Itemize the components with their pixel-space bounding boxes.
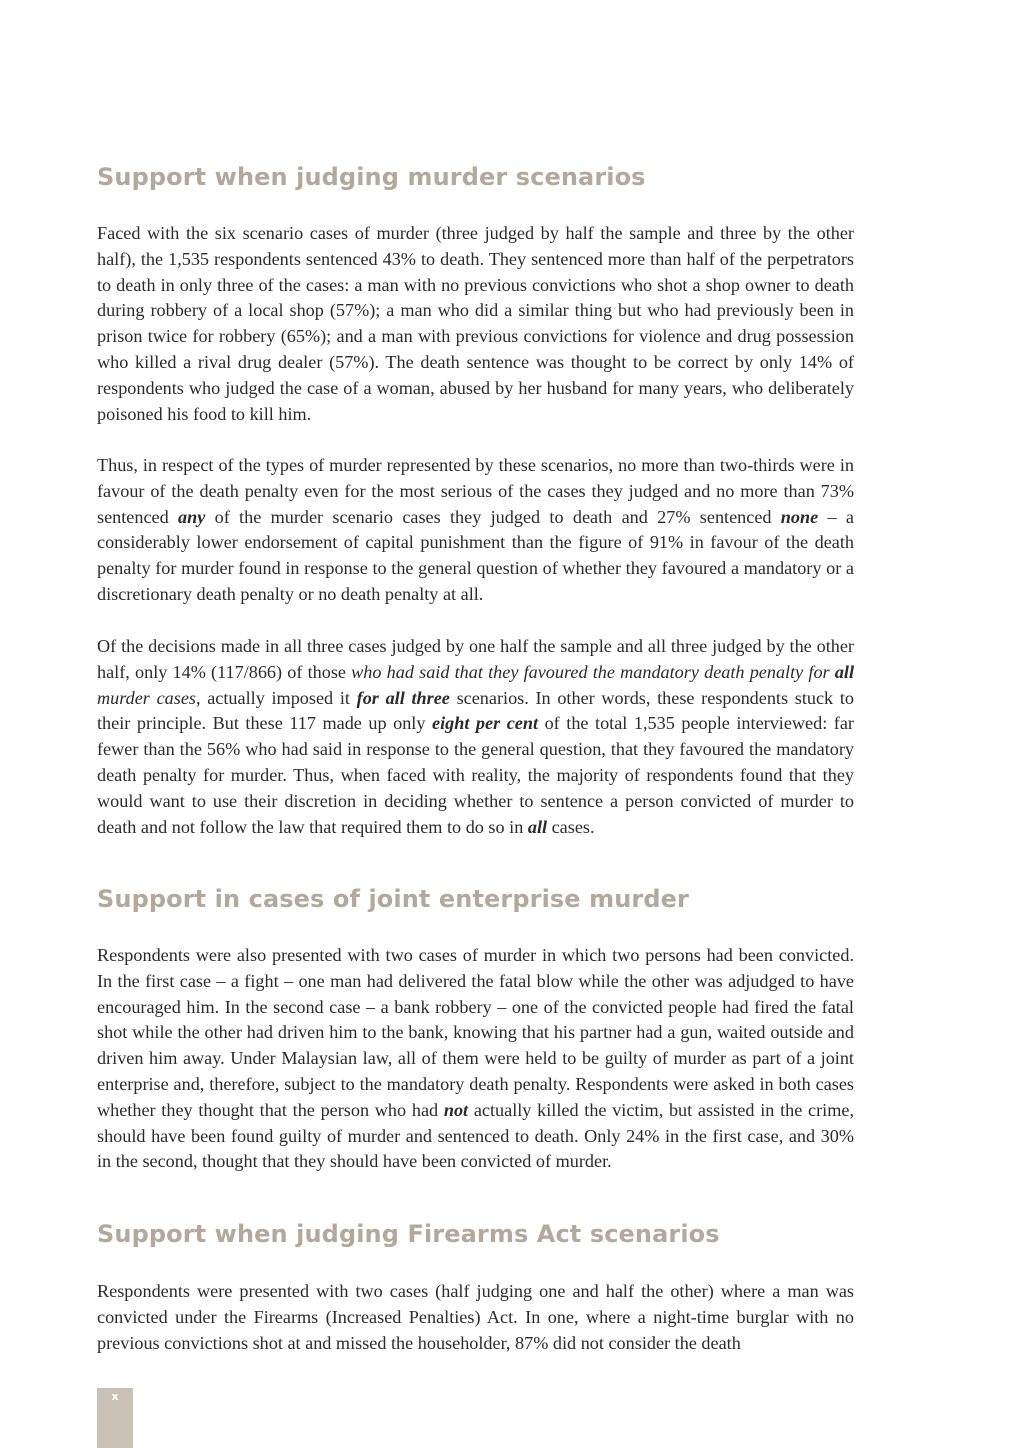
text-run: Of the decisions made in all three cases judged by one half the sample and all three judged by the other half, only 14% (117/866) of those bbox=[97, 636, 854, 682]
text-run: cases. bbox=[547, 816, 595, 837]
text-run: Faced with the six scenario cases of murder (three judged by half the sample and three by the other half), the 1,535 respondents sentenced 43% to death. They sentenced more than half of the perpetrators to death in only three of the cases: a man with no previous convictions who shot a shop owner to death during robbery of a local shop (57%); a man who did a similar thing but who had previously been in prison twice for robbery (65%); and a man with previous convictions for violence and drug possession who killed a rival drug dealer (57%). The death sentence was thought to be correct by only 14% of respondents who judged the case of a woman, abused by her husband for many years, who deliberately poisoned his food to kill him. bbox=[97, 223, 854, 424]
body-paragraph bbox=[97, 634, 854, 840]
body-paragraph bbox=[97, 1279, 854, 1356]
text-run: none bbox=[780, 506, 819, 527]
section-heading: Support in cases of joint enterprise murder bbox=[97, 885, 689, 913]
text-run: – a considerably lower endorsement of capital punishment than the figure of 91% in favour of the death penalty for murder found in response to the general question of whether they favoured a mandatory or a discretionary death penalty or no death penalty at all. bbox=[97, 506, 854, 604]
text-run: eight per cent bbox=[432, 713, 539, 734]
text-run: Respondents were also presented with two cases of murder in which two persons had been convicted. In the first case – a fight – one man had delivered the fatal blow while the other was adjudged to have encouraged him. In the second case – a bank robbery – one of the convicted people had fired the fatal shot while the other had driven him to the bank, knowing that his partner had a gun, waited outside and driven him away. Under Malaysian law, all of them were held to be guilty of murder as part of a joint enterprise and, therefore, subject to the mandatory death penalty. Respondents were asked in both cases whether they thought that the person who had bbox=[97, 945, 854, 1120]
text-run: all bbox=[834, 661, 855, 682]
section-heading: Support when judging murder scenarios bbox=[97, 163, 646, 191]
text-run: murder cases bbox=[97, 687, 196, 708]
page-number-tab bbox=[97, 1388, 133, 1448]
text-run: Thus, in respect of the types of murder represented by these scenarios, no more than two-thirds were in favour of the death penalty even for the most serious of the cases they judged and no more than 73% sentenced bbox=[97, 455, 854, 527]
text-run: of the total 1,535 people interviewed: far fewer than the 56% who had said in response to the general question, that they favoured the mandatory death penalty for murder. Thus, when faced with reality, the majority of respondents found that they would want to use their discretion in deciding whether to sentence a person convicted of murder to death and not follow the law that required them to do so in bbox=[97, 713, 854, 837]
text-run: all bbox=[527, 816, 548, 837]
text-run: actually killed the victim, but assisted in the crime, should have been found guilty of murder and sentenced to death. Only 24% in the first case, and 30% in the second, thought that they should have been convicted of murder. bbox=[97, 1099, 854, 1172]
body-paragraph bbox=[97, 943, 854, 1175]
section-heading: Support when judging Firearms Act scenarios bbox=[97, 1220, 720, 1248]
text-run: of the murder scenario cases they judged to death and 27% sentenced bbox=[205, 506, 781, 527]
body-paragraph bbox=[97, 221, 854, 427]
text-run: , actually imposed it bbox=[195, 687, 357, 708]
body-paragraph bbox=[97, 453, 854, 608]
page-number: x bbox=[111, 1390, 119, 1403]
text-run: any bbox=[178, 506, 206, 527]
text-run: who had said that they favoured the mandatory death penalty for bbox=[351, 661, 835, 682]
text-run: Respondents were presented with two cases (half judging one and half the other) where a man was convicted under the Firearms (Increased Penalties) Act. In one, where a night-time burglar with no previous convictions shot at and missed the householder, 87% did not consider the death bbox=[97, 1281, 854, 1353]
text-run: not bbox=[443, 1099, 469, 1120]
text-run: for all three bbox=[356, 687, 450, 708]
text-run: scenarios. In other words, these respondents stuck to their principle. But these 117 made up only bbox=[97, 687, 855, 734]
